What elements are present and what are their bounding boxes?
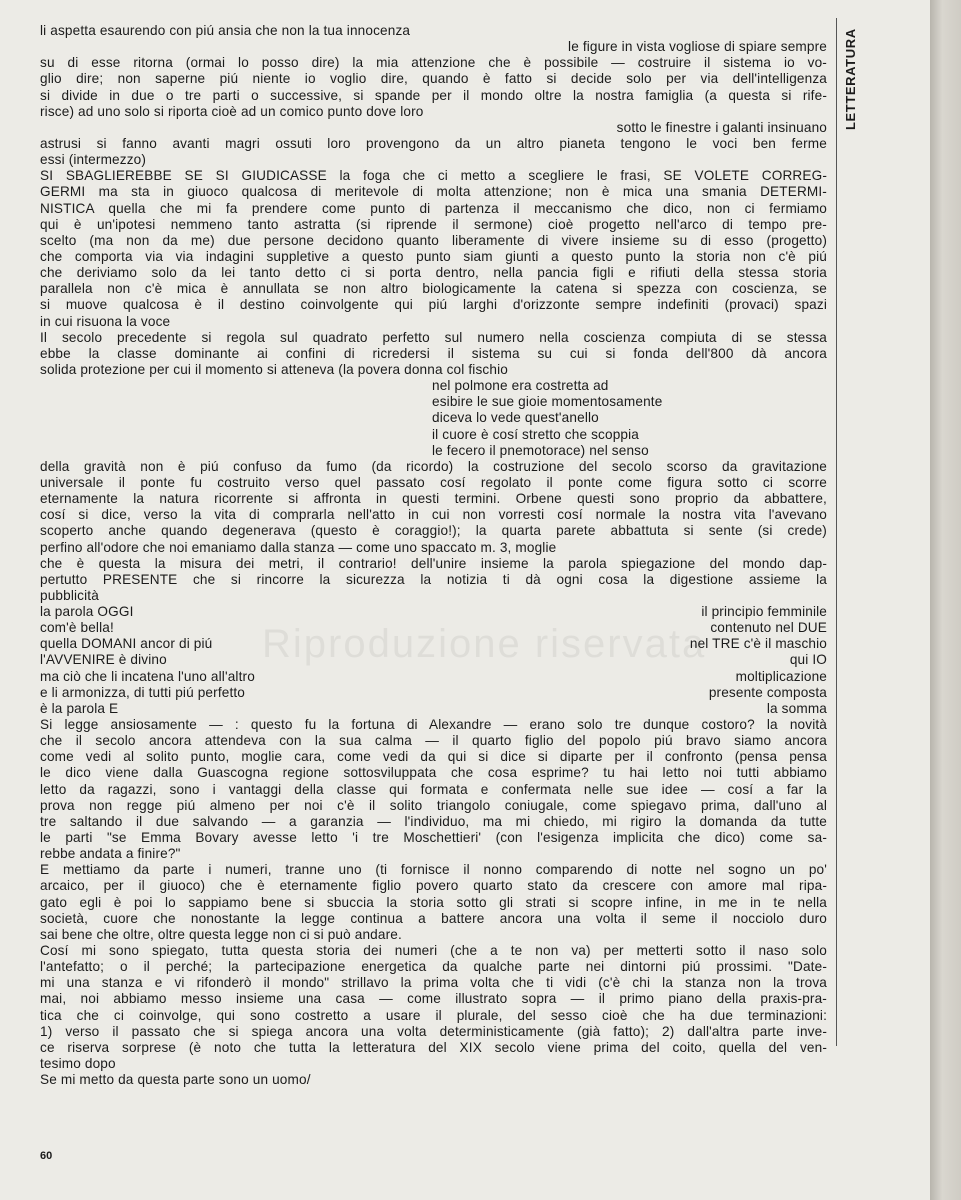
verse-row	[40, 685, 827, 701]
text-line: NISTICA quella che mi fa prendere come punto di partenza il meccanismo che dico, non ci fermiamo	[40, 200, 827, 216]
verse-left: ma ciò che li incatena l'uno all'altro	[40, 668, 255, 684]
text-line: le figure in vista vogliose di spiare sempre	[568, 39, 827, 55]
verse-left: com'è bella!	[40, 620, 114, 636]
text-line: scelto (ma non da me) due persone decidono quanto liberamente di vivere insieme su di esso (progetto)	[40, 232, 827, 248]
text-line: SI SBAGLIEREBBE SE SI GIUDICASSE la foga che ci metto a scegliere le frasi, SE VOLETE CORREG-	[40, 168, 827, 184]
text-line: tesimo dopo	[40, 1056, 116, 1071]
text-line: che il secolo ancora attendeva con la sua calma — il quarto figlio del popolo piú bravo siamo ancora	[40, 733, 827, 749]
text-line: sotto le finestre i galanti insinuano	[616, 119, 827, 135]
text-line: risce) ad uno solo si riporta cioè ad un comico punto dove loro	[40, 103, 424, 119]
verse-right: presente composta	[708, 684, 827, 700]
verse-right: nel TRE c'è il maschio	[689, 636, 827, 652]
text-line: E mettiamo da parte i numeri, tranne uno (ti fornisce il nonno comparendo di notte nel sogno un po'	[40, 862, 827, 878]
verse-right: la somma	[766, 700, 827, 716]
text-line: le dico viene dalla Guascogna regione sottosviluppata che cosa esprime? tu hai letto noi tutti abbiamo	[40, 765, 827, 781]
text-line: le parti "se Emma Bovary avesse letto 'i tre Moschettieri' (con l'esigenza implicita che dico) come sa-	[40, 830, 827, 846]
section-label-container	[843, 18, 863, 138]
verse-right: moltiplicazione	[735, 668, 827, 684]
text-line: arcaico, per il giuoco) che è eternamente figlio povero quarto stato da crescere con amore mal ripa-	[40, 878, 827, 894]
verse-row	[40, 652, 827, 668]
verse-row	[40, 620, 827, 636]
text-line: che deriviamo solo da lei tanto detto ci si porta dentro, nella pancia figli e rifiuti della stessa storia	[40, 265, 827, 281]
text-line: società, cuore che nonostante la legge continua a battere ancora una volta il seme il nocciolo duro	[40, 910, 827, 926]
text-line: prova non regge piú almeno per noi c'è il solito triangolo coniugale, come spiegavo prima, dall'uno al	[40, 797, 827, 813]
text-line: astrusi si fanno avanti magri ossuti loro provengono da un altro pianeta tengono le voci ben ferme	[40, 135, 827, 151]
text-line: Il secolo precedente si regola sul quadrato perfetto sul numero nella coscienza compiuta di se stessa	[40, 329, 827, 345]
page-gutter	[930, 0, 961, 1200]
text-line: diceva lo vede quest'anello	[432, 410, 599, 426]
text-line: letto da ragazzi, sono i vantaggi della classe qui formata e confermata nelle sue idee — cosí a far la	[40, 781, 827, 797]
text-line: scoperto anche quando degenerava (questo è coraggio!); la quarta parete abbattuta si sente (si crede)	[40, 523, 827, 539]
text-line: pertutto PRESENTE che si rincorre la sicurezza la notizia ti dà ogni cosa la digestione assieme la	[40, 571, 827, 587]
text-line: si divide in due o tre parti o successive, si spande per il mondo oltre la nostra famiglia (a questa si rife-	[40, 87, 827, 103]
text-line: sai bene che oltre, oltre questa legge non ci si può andare.	[40, 926, 402, 942]
verse-left: la parola OGGI	[40, 604, 134, 620]
text-line: qui è un'ipotesi nemmeno tanto astratta (si riprende il sermone) cioè progetto nell'arco di tempo pre-	[40, 216, 827, 232]
text-line: universale il ponte fu costruito verso quel passato cosí regolato il ponte come figura sotto ci scorre	[40, 474, 827, 490]
text-block-b	[40, 717, 827, 1088]
text-line: cosí si dice, verso la vita di comprarla nell'atto in cui non vorresti cosí normale la nostra vita l'avevano	[40, 507, 827, 523]
verse-left: e li armonizza, di tutti piú perfetto	[40, 684, 246, 700]
text-line: che è questa la misura dei metri, il contrario! dell'unire insieme la parola spiegazione del mondo dap-	[40, 555, 827, 571]
verse-left: quella DOMANI ancor di piú	[40, 636, 213, 652]
text-line: GERMI ma sta in giuoco qualcosa di meritevole di molta attenzione; non è mica una smania DETERMI-	[40, 184, 827, 200]
text-line: mai, noi abbiamo messo insieme una casa — come illustrato sopra — il primo piano della praxis-pra-	[40, 991, 827, 1007]
text-line: parallela non c'è mica è annullata se non altro biologicamente la catena si spezza con coscienza, se	[40, 281, 827, 297]
text-line: rebbe andata a finire?"	[40, 846, 181, 862]
text-line: pubblicità	[40, 587, 99, 603]
text-line: che comporta via via indagini suppletive a questo punto siam giunti a questo punto la storia non c'è piú	[40, 248, 827, 264]
text-line: in cui risuona la voce	[40, 313, 171, 329]
two-column-verse	[40, 604, 827, 717]
text-line: della gravità non è piú confuso da fumo (da ricordo) la costruzione del secolo scorso da gravitazione	[40, 458, 827, 474]
text-line: nel polmone era costretta ad	[432, 378, 609, 394]
text-line: eternamente la natura ricorrente si affronta in questi termini. Orbene questi sono proprio da abbattere,	[40, 491, 827, 507]
text-line: 1) verso il passato che si spiega ancora una volta deterministicamente (già fatto); 2) dall'altra parte inve-	[40, 1023, 827, 1039]
text-line: Se mi metto da questa parte sono un uomo/	[40, 1072, 311, 1088]
verse-right: contenuto nel DUE	[710, 620, 827, 636]
text-line: su di esse ritorna (ormai lo posso dire) la mia attenzione che è possibile — costruire il sistema io vo-	[40, 55, 827, 71]
column-divider	[836, 18, 837, 1046]
verse-row	[40, 701, 827, 717]
text-line: essi (intermezzo)	[40, 152, 147, 168]
text-line: tica che ci coinvolge, qui sono costretto a usare il plurale, del sesso cioè che ha due terminazioni:	[40, 1007, 827, 1023]
verse-row	[40, 604, 827, 620]
text-line: glio dire; non saperne piú niente io voglio dire, quando è fatto si decide solo per via dell'intelligenza	[40, 71, 827, 87]
text-line: Si legge ansiosamente — : questo fu la fortuna di Alexandre — erano solo tre dunque costoro? la novità	[40, 717, 827, 733]
text-line: l'antefatto; o il perché; la partecipazione energetica da qualche parte nei dintorni piú prossimi. "Date-	[40, 959, 827, 975]
text-line: ebbe la classe dominante ai confini di ricredersi il sistema su cui si fonda dell'800 dà ancora	[40, 345, 827, 361]
text-line: ce riserva sorprese (è noto che tutta la letteratura del XIX secolo viene prima del coito, quella del ven-	[40, 1039, 827, 1055]
text-line: Cosí mi sono spiegato, tutta questa storia dei numeri (che a te non va) per metterti sotto il naso solo	[40, 943, 827, 959]
text-line: tre saltando il due salvando — a garanzia — l'individuo, ma mi chiedo, mi rigiro la domanda da tutte	[40, 813, 827, 829]
text-line: come vedi al solito punto, moglie cara, come vedi da qui si dice si diparte per il confronto (pensa pensa	[40, 749, 827, 765]
text-line: il cuore è cosí stretto che scoppia	[432, 426, 639, 442]
verse-left: è la parola E	[40, 700, 119, 716]
verse-right: qui IO	[789, 652, 827, 668]
text-line: mi una stanza e vi rifonderò il mondo" strillavo la prima volta che ti vidi (c'è chi la stanza non la trova	[40, 975, 827, 991]
text-line: li aspetta esaurendo con piú ansia che non la tua innocenza	[40, 23, 411, 38]
page-number: 60	[40, 1150, 53, 1162]
verse-right: il principio femminile	[701, 604, 827, 620]
text-line: solida protezione per cui il momento si atteneva (la povera donna col fischio	[40, 361, 508, 377]
text-block-a	[40, 23, 827, 604]
text-line: esibire le sue gioie momentosamente	[432, 394, 663, 410]
text-line: gato egli è poi lo sappiamo bene si sbuccia la storia sotto gli strati si scopre infine, in me in te nella	[40, 894, 827, 910]
verse-left: l'AVVENIRE è divino	[40, 652, 167, 668]
text-line: perfino all'odore che noi emaniamo dalla stanza — come uno spaccato m. 3, moglie	[40, 539, 557, 555]
verse-row	[40, 669, 827, 685]
text-line: si muove qualcosa è il destino coinvolgente qui piú larghi d'orizzonte sempre indefiniti (provaci) spazi	[40, 297, 827, 313]
body-text	[40, 23, 827, 1088]
verse-row	[40, 636, 827, 652]
text-line: le fecero il pnemotorace) nel senso	[432, 442, 649, 458]
watermark: Riproduzione riservata	[262, 622, 707, 666]
section-label: LETTERATURA	[843, 28, 858, 130]
